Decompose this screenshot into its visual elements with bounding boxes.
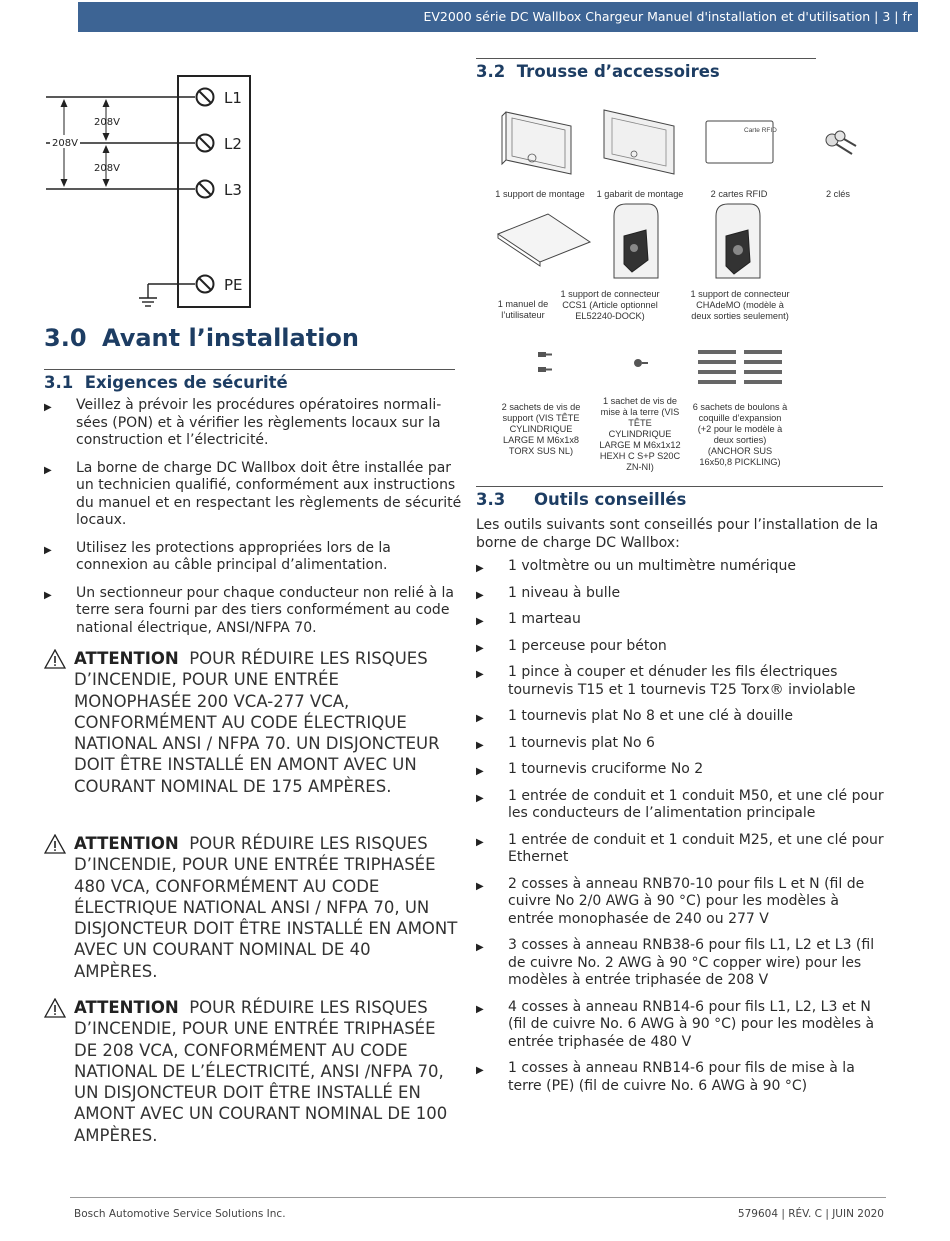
list-item: [476, 1060, 886, 1095]
section-number: 3.0: [44, 324, 87, 352]
accessory-label: 2 cartes RFID: [710, 189, 768, 199]
bullet-icon: ▶: [476, 1065, 484, 1076]
accessory-label: 1 support de connecteur CHAdeMO (modèle à deux sorties seulement): [690, 289, 790, 321]
list-item: [476, 708, 886, 726]
tools-heading: [476, 490, 686, 509]
bullet-icon: ▶: [44, 589, 52, 601]
anchor-bolts-image: [698, 352, 782, 382]
chademo-holder-image: [716, 204, 760, 278]
list-item-text: 1 marteau: [508, 611, 581, 627]
bullet-icon: ▶: [476, 766, 484, 777]
bullet-icon: ▶: [476, 880, 484, 892]
ground-screws-image: [634, 359, 648, 367]
terminal-label-pe: PE: [224, 276, 243, 294]
voltage-label-l1-l3: 208V: [52, 138, 78, 149]
list-item-text: 1 cosses à anneau RNB14-6 pour fils de mise à la terre (PE) (fil de cuivre No. 6 AWG à 90 °C): [508, 1060, 855, 1094]
accessory-label: 2 sachets de vis de support (VIS TÊTE CYLINDRIQUE LARGE M M6x1x8 TORX SUS NL): [501, 402, 581, 456]
bullet-icon: ▶: [476, 942, 484, 953]
list-item-text: La borne de charge DC Wallbox doit être installée par un technicien qualifié, conformément aux instructions du manuel et en respectant les règlements de sécurité locaux.: [76, 459, 462, 528]
safety-number: 3.1: [44, 373, 74, 392]
list-item-text: 1 entrée de conduit et 1 conduit M25, et une clé pour Ethernet: [508, 831, 884, 865]
bullet-icon: ▶: [476, 642, 484, 654]
list-item: [476, 735, 886, 753]
accessories-heading: [476, 62, 720, 81]
footer-revision: 579604 | RÉV. C | JUIN 2020: [737, 1208, 884, 1220]
page-header: [78, 2, 918, 32]
bullet-icon: ▶: [476, 563, 484, 574]
bullet-icon: ▶: [476, 792, 484, 804]
terminal-label-l3: L3: [224, 181, 242, 199]
list-item: [476, 832, 886, 867]
ground-symbol: [139, 284, 195, 306]
list-item-text: 1 tournevis cruciforme No 2: [508, 761, 704, 777]
tools-list: [476, 558, 886, 1095]
warning-block: [44, 997, 459, 1146]
bullet-icon: ▶: [476, 739, 484, 751]
terminal-l2: [197, 135, 242, 154]
voltage-label-l1-l2: 208V: [94, 117, 120, 128]
list-item: [476, 585, 886, 603]
support-screws-image: [538, 352, 552, 372]
accessory-label: 2 clés: [825, 189, 850, 199]
warning-icon: [44, 998, 66, 1018]
list-item-text: 2 cosses à anneau RNB70-10 pour fils L et N (fil de cuivre No 2/0 AWG à 90 °C) pour les modèles à entrée monophasée de 240 ou 277 V: [508, 875, 865, 927]
list-item-text: 4 cosses à anneau RNB14-6 pour fils L1, L2, L3 et N (fil de cuivre No. 6 AWG à 90 °C) pour les modèles à entrée triphasée de 480 V: [508, 998, 875, 1050]
terminal-label-l1: L1: [224, 89, 242, 107]
list-item-text: Veillez à prévoir les procédures opératoires normali-sées (PON) et à vérifier les règlements locaux sur la construction et l’électricité.: [76, 397, 442, 448]
safety-rule: [44, 369, 455, 370]
list-item: [476, 788, 886, 823]
list-item: [476, 937, 886, 990]
mounting-bracket-image: [502, 112, 571, 174]
rfid-card-text: Carte RFID: [744, 127, 777, 134]
list-item: [44, 460, 462, 530]
user-manual-image: [498, 214, 590, 266]
accessory-label: 1 sachet de vis de mise à la terre (VIS TÊTE CYLINDRIQUE LARGE M M6x1x12 HEXH C S+P S20C ZN-NI): [599, 396, 681, 472]
list-item: [44, 540, 462, 575]
accessory-label: 1 support de connecteur CCS1 (Article optionnel EL52240-DOCK): [560, 289, 660, 321]
list-item: [476, 761, 886, 779]
mounting-template-image: [604, 110, 674, 174]
bullet-icon: ▶: [44, 402, 52, 413]
bullet-icon: ▶: [476, 1003, 484, 1015]
accessories-title: Trousse d’accessoires: [516, 62, 720, 81]
warning-block: [44, 833, 459, 982]
header-text: EV2000 série DC Wallbox Chargeur Manuel d'installation et d'utilisation | 3 | fr: [423, 9, 912, 24]
warning-icon: [44, 834, 66, 854]
list-item-text: 1 voltmètre ou un multimètre numérique: [508, 558, 796, 574]
section-title-text: Avant l’installation: [102, 324, 360, 352]
bullet-icon: ▶: [476, 616, 484, 627]
list-item-text: Utilisez les protections appropriées lors de la connexion au câble principal d’alimentation.: [76, 539, 391, 573]
warning-text: POUR RÉDUIRE LES RISQUES D’INCENDIE, POUR UNE ENTRÉE TRIPHASÉE DE 208 VCA, CONFORMÉMENT AU CODE NATIONAL DE L’ÉLECTRICITÉ, ANSI /NFPA 70, UN DISJONCTEUR DOIT ÊTRE INSTALLÉ EN AMONT AVEC UN COURANT NOMINAL DE 100 AMPÈRES.: [74, 998, 448, 1145]
warning-label: ATTENTION: [74, 834, 179, 853]
bullet-icon: ▶: [476, 836, 484, 848]
accessory-label: 1 support de montage: [495, 189, 585, 199]
list-item-text: 1 entrée de conduit et 1 conduit M50, et une clé pour les conducteurs de l’alimentation principale: [508, 787, 884, 821]
list-item: [44, 585, 462, 638]
list-item-text: 1 niveau à bulle: [508, 584, 621, 601]
wiring-diagram: [40, 70, 260, 315]
warning-block: [44, 648, 459, 797]
tools-number: 3.3: [476, 490, 506, 509]
keys-image: [826, 131, 856, 154]
rfid-card-image: [706, 121, 777, 163]
accessories-number: 3.2: [476, 62, 506, 81]
warning-label: ATTENTION: [74, 998, 179, 1017]
list-item: [476, 876, 886, 929]
list-item: [476, 611, 886, 629]
safety-list: [44, 397, 462, 637]
tools-rule: [476, 486, 883, 487]
warning-label: ATTENTION: [74, 649, 179, 668]
list-item-text: 3 cosses à anneau RNB38-6 pour fils L1, L2 et L3 (fil de cuivre No. 2 AWG à 90 °C copper wire) pour les modèles à entrée triphasée de 208 V: [508, 937, 875, 988]
accessory-label: 1 manuel de l’utilisateur: [497, 299, 549, 320]
warning-text: POUR RÉDUIRE LES RISQUES D’INCENDIE, POUR UNE ENTRÉE MONOPHASÉE 200 VCA-277 VCA, CONFORMÉMENT AU CODE ÉLECTRIQUE NATIONAL ANSI / NFPA 70. UN DISJONCTEUR DOIT ÊTRE INSTALLÉ EN AMONT AVEC UN COURANT NOMINAL DE 175 AMPÈRES.: [74, 649, 440, 796]
list-item-text: 1 perceuse pour béton: [508, 637, 667, 654]
terminal-l3: [197, 181, 242, 200]
accessories-rule: [476, 58, 816, 59]
tools-title: Outils conseillés: [533, 490, 687, 509]
accessory-label: 6 sachets de boulons à coquille d’expansion (+2 pour le modèle à deux sorties) (ANCHOR SUS 16x50,8 PICKLING): [692, 402, 788, 467]
list-item: [476, 558, 886, 576]
footer-company: Bosch Automotive Service Solutions Inc.: [74, 1208, 286, 1220]
list-item: [476, 638, 886, 656]
bullet-icon: ▶: [476, 669, 484, 680]
bullet-icon: ▶: [44, 464, 52, 476]
footer-rule: [70, 1197, 886, 1198]
bullet-icon: ▶: [476, 589, 484, 601]
list-item: [476, 664, 886, 699]
list-item-text: 1 tournevis plat No 6: [508, 734, 655, 751]
section-title: [44, 324, 359, 352]
voltage-label-l2-l3: 208V: [94, 163, 120, 174]
terminal-pe: [197, 276, 243, 295]
safety-heading: [44, 373, 288, 392]
list-item: [44, 397, 462, 450]
accessories-illustrations: [476, 96, 896, 396]
terminal-label-l2: L2: [224, 135, 242, 153]
bullet-icon: ▶: [44, 544, 52, 556]
terminal-l1: [197, 89, 242, 108]
ccs1-holder-image: [614, 204, 658, 278]
accessory-label: 1 gabarit de montage: [596, 189, 684, 199]
bullet-icon: ▶: [476, 713, 484, 724]
warning-icon: [44, 649, 66, 669]
tools-intro: Les outils suivants sont conseillés pour l’installation de la borne de charge DC Wallbox:: [476, 517, 879, 551]
list-item-text: 1 pince à couper et dénuder les fils électriques tournevis T15 et 1 tournevis T25 Torx® inviolable: [508, 664, 856, 698]
safety-title: Exigences de sécurité: [84, 373, 288, 392]
list-item: [476, 999, 886, 1052]
list-item-text: Un sectionneur pour chaque conducteur non relié à la terre sera fourni par des tiers conformément au code national électrique, ANSI/NFPA 70.: [76, 584, 454, 636]
warning-text: POUR RÉDUIRE LES RISQUES D’INCENDIE, POUR UNE ENTRÉE TRIPHASÉE 480 VCA, CONFORMÉMENT AU CODE ÉLECTRIQUE NATIONAL ANSI / NFPA 70, UN DISJONCTEUR DOIT ÊTRE INSTALLÉ EN AMONT AVEC UN COURANT NOMINAL DE 40 AMPÈRES.: [74, 834, 458, 981]
list-item-text: 1 tournevis plat No 8 et une clé à douille: [508, 708, 793, 724]
